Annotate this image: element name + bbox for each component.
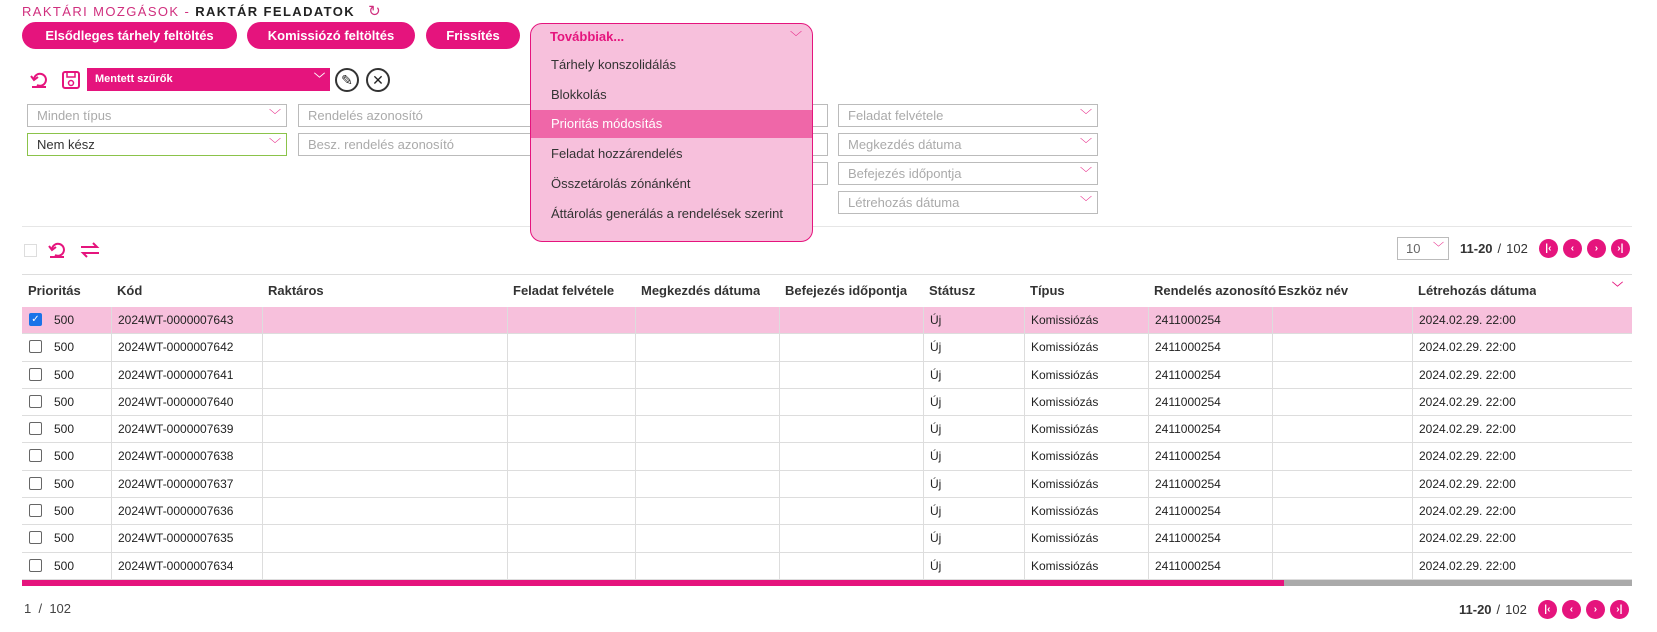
end-time-filter[interactable]	[838, 162, 1098, 185]
refresh-button[interactable]: Frissítés	[426, 22, 520, 49]
row-checkbox[interactable]	[29, 368, 42, 381]
table-row[interactable]	[22, 553, 1632, 580]
cell-order-id: 2411000254	[1148, 498, 1272, 524]
cell-order-id: 2411000254	[1148, 443, 1272, 469]
cell-device-name	[1272, 334, 1412, 360]
last-page-icon[interactable]: ›|	[1611, 239, 1630, 258]
col-order-id[interactable]: Rendelés azonosító	[1154, 283, 1276, 298]
cell-task-taken	[507, 416, 635, 442]
save-filter-icon[interactable]	[60, 69, 82, 91]
table-row[interactable]	[22, 498, 1632, 525]
footer-page-info	[24, 601, 71, 616]
cell-priority	[22, 525, 111, 551]
cell-device-name	[1272, 443, 1412, 469]
cell-warehouse-worker	[262, 389, 507, 415]
table-body	[22, 307, 1632, 580]
cell-device-name	[1272, 416, 1412, 442]
priority-value: 500	[54, 449, 75, 464]
chevron-down-icon: ﹀	[268, 108, 281, 122]
cell-device-name	[1272, 525, 1412, 551]
start-date-filter[interactable]	[838, 133, 1098, 156]
cell-warehouse-worker	[262, 307, 507, 333]
col-start-date[interactable]: Megkezdés dátuma	[641, 283, 761, 298]
prev-page-icon[interactable]: ‹	[1562, 600, 1581, 619]
saved-filters-label: Mentett szűrők	[95, 73, 173, 85]
row-checkbox[interactable]	[29, 531, 42, 544]
first-page-icon[interactable]: |‹	[1539, 239, 1558, 258]
page-total: 102	[1505, 602, 1527, 617]
cell-created-date: 2024.02.29. 22:00	[1412, 525, 1632, 551]
col-task-taken[interactable]: Feladat felvétele	[513, 283, 615, 298]
start-date-value: Megkezdés dátuma	[848, 137, 962, 152]
last-page-icon[interactable]: ›|	[1610, 600, 1629, 619]
cell-task-taken	[507, 307, 635, 333]
cell-warehouse-worker	[262, 471, 507, 497]
footer-sep: /	[38, 601, 43, 616]
cell-end-time	[779, 525, 923, 551]
table-row[interactable]	[22, 416, 1632, 443]
priority-value: 500	[54, 340, 75, 355]
table-row[interactable]	[22, 362, 1632, 389]
cell-order-id: 2411000254	[1148, 307, 1272, 333]
cell-device-name	[1272, 389, 1412, 415]
priority-value: 500	[54, 313, 75, 327]
swap-icon[interactable]	[78, 239, 102, 261]
row-checkbox[interactable]	[29, 559, 42, 572]
cell-type: Komissiózás	[1024, 443, 1148, 469]
cell-end-time	[779, 334, 923, 360]
cell-start-date	[635, 334, 779, 360]
saved-filters-select[interactable]	[87, 68, 330, 91]
cell-device-name	[1272, 362, 1412, 388]
task-taken-value: Feladat felvétele	[848, 108, 944, 123]
row-checkbox[interactable]	[29, 449, 42, 462]
priority-value: 500	[54, 504, 75, 519]
col-device-name[interactable]: Eszköz név	[1278, 283, 1349, 298]
type-filter[interactable]	[27, 104, 287, 127]
cell-status: Új	[923, 443, 1024, 469]
chevron-down-icon: ﹀	[1079, 166, 1092, 180]
cell-type: Komissiózás	[1024, 362, 1148, 388]
more-actions-label[interactable]: Továbbiak...	[550, 29, 625, 44]
cell-end-time	[779, 362, 923, 388]
cell-code: 2024WT-0000007638	[111, 443, 262, 469]
status-filter-value: Nem kész	[37, 137, 95, 152]
cell-status: Új	[923, 334, 1024, 360]
cell-priority	[22, 498, 111, 524]
cell-device-name	[1272, 307, 1412, 333]
horizontal-scrollbar[interactable]	[22, 580, 1632, 586]
cell-code: 2024WT-0000007637	[111, 471, 262, 497]
cell-warehouse-worker	[262, 443, 507, 469]
cell-start-date	[635, 553, 779, 579]
chevron-down-icon: ﹀	[1079, 108, 1092, 122]
cell-start-date	[635, 471, 779, 497]
cell-device-name	[1272, 498, 1412, 524]
page-title: RAKTÁR FELADATOK	[195, 4, 356, 19]
col-created-date[interactable]: Létrehozás dátuma	[1418, 283, 1537, 298]
cell-task-taken	[507, 498, 635, 524]
cell-warehouse-worker	[262, 498, 507, 524]
created-date-filter[interactable]	[838, 191, 1098, 214]
cell-created-date: 2024.02.29. 22:00	[1412, 334, 1632, 360]
col-priority[interactable]: Prioritás	[28, 283, 81, 298]
table-header	[22, 274, 1632, 308]
priority-value: 500	[54, 531, 75, 546]
col-type[interactable]: Típus	[1030, 283, 1065, 298]
breadcrumb-parent[interactable]: RAKTÁRI MOZGÁSOK -	[22, 4, 191, 19]
row-checkbox[interactable]	[29, 422, 42, 435]
cell-start-date	[635, 416, 779, 442]
col-end-time[interactable]: Befejezés időpontja	[785, 283, 908, 298]
table-row[interactable]	[22, 307, 1632, 334]
cell-type: Komissiózás	[1024, 525, 1148, 551]
footer-page: 1	[24, 601, 32, 616]
first-page-icon[interactable]: |‹	[1538, 600, 1557, 619]
cell-warehouse-worker	[262, 362, 507, 388]
cell-start-date	[635, 389, 779, 415]
breadcrumb	[22, 2, 382, 20]
cell-code: 2024WT-0000007640	[111, 389, 262, 415]
next-page-icon[interactable]: ›	[1587, 239, 1606, 258]
cell-status: Új	[923, 362, 1024, 388]
cell-end-time	[779, 307, 923, 333]
cell-code: 2024WT-0000007641	[111, 362, 262, 388]
divider	[22, 226, 1632, 227]
cell-end-time	[779, 389, 923, 415]
cell-start-date	[635, 525, 779, 551]
picking-fill-button[interactable]: Komissiózó feltöltés	[247, 22, 415, 49]
cell-type: Komissiózás	[1024, 389, 1148, 415]
page-total: 102	[1506, 241, 1528, 256]
cell-task-taken	[507, 443, 635, 469]
cell-start-date	[635, 443, 779, 469]
cell-end-time	[779, 498, 923, 524]
table-row[interactable]	[22, 443, 1632, 470]
priority-value: 500	[54, 476, 75, 491]
priority-value: 500	[54, 422, 75, 437]
close-icon[interactable]: ✕	[366, 68, 390, 92]
cell-start-date	[635, 307, 779, 333]
menu-item-zone-storage[interactable]: Összetárolás zónánként	[551, 176, 691, 191]
page-sep: /	[1497, 241, 1502, 256]
table-row[interactable]	[22, 389, 1632, 416]
chevron-down-icon[interactable]: ﹀	[1612, 282, 1623, 294]
cell-priority	[22, 553, 111, 579]
prev-page-icon[interactable]: ‹	[1563, 239, 1582, 258]
footer-total: 102	[49, 601, 72, 616]
next-page-icon[interactable]: ›	[1586, 600, 1605, 619]
cell-task-taken	[507, 553, 635, 579]
reset-table-icon[interactable]	[46, 239, 68, 261]
row-checkbox[interactable]	[29, 477, 42, 490]
cell-type: Komissiózás	[1024, 498, 1148, 524]
cell-warehouse-worker	[262, 553, 507, 579]
row-checkbox[interactable]	[29, 504, 42, 517]
cell-priority	[22, 334, 111, 360]
cell-order-id: 2411000254	[1148, 471, 1272, 497]
cell-end-time	[779, 443, 923, 469]
select-all-checkbox[interactable]	[24, 244, 37, 257]
cell-end-time	[779, 471, 923, 497]
cell-status: Új	[923, 389, 1024, 415]
menu-item-priority-change[interactable]: Prioritás módosítás	[531, 110, 812, 138]
cell-order-id: 2411000254	[1148, 416, 1272, 442]
cell-status: Új	[923, 307, 1024, 333]
pager-bottom	[1459, 600, 1629, 619]
refresh-icon[interactable]: ↻	[368, 3, 383, 20]
page-range: 11-20	[1460, 241, 1493, 256]
reset-filter-icon[interactable]	[28, 69, 50, 91]
scrollbar-thumb[interactable]	[22, 580, 1284, 586]
cell-status: Új	[923, 553, 1024, 579]
cell-priority	[22, 471, 111, 497]
cell-priority	[22, 307, 111, 333]
cell-type: Komissiózás	[1024, 471, 1148, 497]
cell-start-date	[635, 362, 779, 388]
cell-created-date: 2024.02.29. 22:00	[1412, 471, 1632, 497]
cell-order-id: 2411000254	[1148, 553, 1272, 579]
cell-priority	[22, 389, 111, 415]
cell-status: Új	[923, 525, 1024, 551]
cell-created-date: 2024.02.29. 22:00	[1412, 443, 1632, 469]
cell-code: 2024WT-0000007643	[111, 307, 262, 333]
chevron-down-icon[interactable]: ﹀	[789, 30, 802, 44]
chevron-down-icon: ﹀	[314, 73, 325, 85]
cell-status: Új	[923, 498, 1024, 524]
chevron-down-icon: ﹀	[1079, 195, 1092, 209]
row-checkbox[interactable]: ✓	[29, 313, 42, 326]
cell-created-date: 2024.02.29. 22:00	[1412, 362, 1632, 388]
row-checkbox[interactable]	[29, 340, 42, 353]
menu-item-assign-task[interactable]: Feladat hozzárendelés	[551, 146, 683, 161]
cell-task-taken	[507, 389, 635, 415]
page-sep: /	[1496, 602, 1501, 617]
cell-warehouse-worker	[262, 525, 507, 551]
cell-priority	[22, 362, 111, 388]
cell-order-id: 2411000254	[1148, 334, 1272, 360]
end-time-value: Befejezés időpontja	[848, 166, 962, 181]
cell-created-date: 2024.02.29. 22:00	[1412, 389, 1632, 415]
chevron-down-icon: ﹀	[1433, 242, 1444, 254]
cell-type: Komissiózás	[1024, 307, 1148, 333]
menu-item-block[interactable]: Blokkolás	[551, 87, 607, 102]
cell-task-taken	[507, 362, 635, 388]
col-code[interactable]: Kód	[117, 283, 143, 298]
cell-created-date: 2024.02.29. 22:00	[1412, 498, 1632, 524]
cell-code: 2024WT-0000007634	[111, 553, 262, 579]
chevron-down-icon: ﹀	[1079, 137, 1092, 151]
cell-type: Komissiózás	[1024, 416, 1148, 442]
cell-device-name	[1272, 553, 1412, 579]
cell-priority	[22, 416, 111, 442]
cell-code: 2024WT-0000007642	[111, 334, 262, 360]
type-filter-value: Minden típus	[37, 108, 112, 123]
cell-order-id: 2411000254	[1148, 362, 1272, 388]
menu-item-consolidate[interactable]: Tárhely konszolidálás	[551, 57, 677, 72]
cell-order-id: 2411000254	[1148, 525, 1272, 551]
table-row[interactable]	[22, 525, 1632, 552]
more-actions-menu[interactable]	[530, 23, 813, 242]
cell-code: 2024WT-0000007639	[111, 416, 262, 442]
task-taken-filter[interactable]	[838, 104, 1098, 127]
pager-top	[1397, 237, 1630, 260]
table-row[interactable]	[22, 334, 1632, 361]
cell-created-date: 2024.02.29. 22:00	[1412, 553, 1632, 579]
cell-status: Új	[923, 416, 1024, 442]
page-size-value: 10	[1406, 241, 1421, 256]
table-row[interactable]	[22, 471, 1632, 498]
status-filter[interactable]	[27, 133, 287, 156]
purchase-order-placeholder: Besz. rendelés azonosító	[308, 137, 454, 152]
cell-type: Komissiózás	[1024, 553, 1148, 579]
cell-code: 2024WT-0000007636	[111, 498, 262, 524]
cell-task-taken	[507, 334, 635, 360]
created-date-value: Létrehozás dátuma	[848, 195, 960, 210]
edit-icon[interactable]: ✎	[335, 68, 359, 92]
priority-value: 500	[54, 394, 75, 409]
col-warehouse-worker[interactable]: Raktáros	[268, 283, 324, 298]
cell-warehouse-worker	[262, 416, 507, 442]
menu-item-relocation[interactable]: Áttárolás generálás a rendelések szerint	[551, 206, 783, 221]
cell-code: 2024WT-0000007635	[111, 525, 262, 551]
cell-end-time	[779, 553, 923, 579]
cell-created-date: 2024.02.29. 22:00	[1412, 307, 1632, 333]
cell-start-date	[635, 498, 779, 524]
cell-order-id: 2411000254	[1148, 389, 1272, 415]
cell-created-date: 2024.02.29. 22:00	[1412, 416, 1632, 442]
row-checkbox[interactable]	[29, 395, 42, 408]
priority-value: 500	[54, 367, 75, 382]
priority-value: 500	[54, 558, 75, 573]
cell-task-taken	[507, 525, 635, 551]
cell-end-time	[779, 416, 923, 442]
primary-fill-button[interactable]: Elsődleges tárhely feltöltés	[22, 22, 237, 49]
cell-type: Komissiózás	[1024, 334, 1148, 360]
col-status[interactable]: Státusz	[929, 283, 976, 298]
cell-status: Új	[923, 471, 1024, 497]
page-size-select[interactable]	[1397, 237, 1449, 260]
cell-task-taken	[507, 471, 635, 497]
chevron-down-icon: ﹀	[268, 137, 281, 151]
page-range: 11-20	[1459, 602, 1492, 617]
order-id-placeholder: Rendelés azonosító	[308, 108, 423, 123]
cell-warehouse-worker	[262, 334, 507, 360]
cell-device-name	[1272, 471, 1412, 497]
cell-priority	[22, 443, 111, 469]
